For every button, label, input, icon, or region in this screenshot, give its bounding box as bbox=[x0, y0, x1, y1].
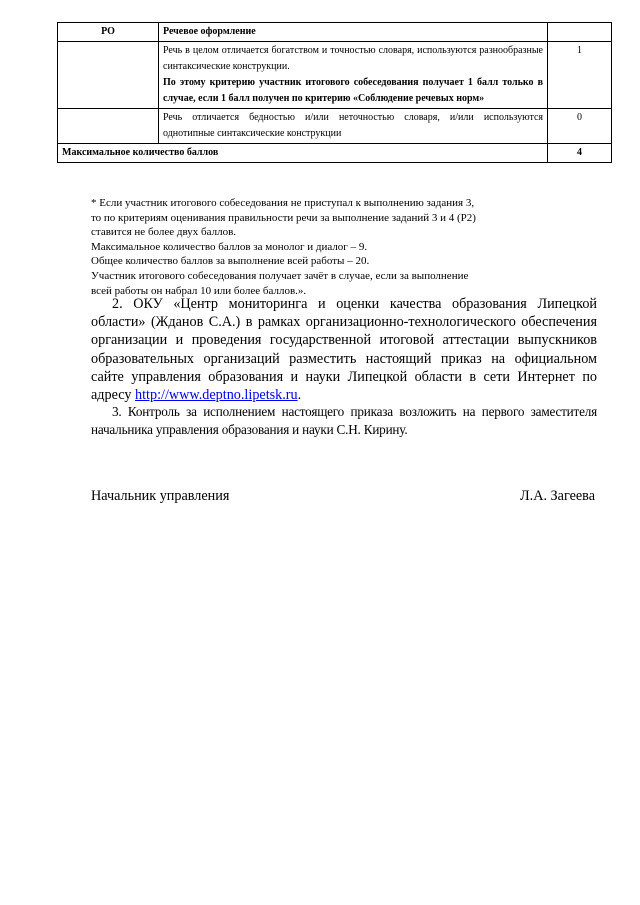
empty-code-cell bbox=[58, 109, 159, 144]
table-row bbox=[58, 109, 612, 144]
footnote-line: всей работы он набрал 10 или более баллов.». bbox=[91, 284, 307, 297]
criterion-description bbox=[159, 109, 548, 144]
footnote-line: Максимальное количество баллов за монолог и диалог – 9. bbox=[91, 240, 368, 253]
total-value: 4 bbox=[548, 144, 612, 163]
criterion-code: РО bbox=[58, 23, 159, 42]
paragraph-2 bbox=[91, 295, 597, 404]
header-score-cell bbox=[548, 23, 612, 42]
paragraph-2-text: 2. ОКУ «Центр мониторинга и оценки качества образования Липецкой области» (Жданов С.А.) в рамках организационно-технологического обеспечения организации и проведения государственной итоговой аттестации выпускников образовательных организаций разместить настоящий приказ на официальном сайте управления образования и науки Липецкой области в сети Интернет по адресу bbox=[91, 296, 597, 404]
criterion-description bbox=[159, 42, 548, 109]
footnote-line: Общее количество баллов за выполнение всей работы – 20. bbox=[91, 255, 370, 268]
footnote-line: * Если участник итогового собеседования не приступал к выполнению задания 3, bbox=[91, 197, 475, 209]
signature-position: Начальник управления bbox=[91, 488, 230, 504]
criteria-table bbox=[57, 22, 612, 163]
paragraph-3-text: 3. Контроль за исполнением настоящего приказа возложить на первого заместителя начальника управления образования и науки С.Н. Кирину. bbox=[91, 404, 597, 438]
table-header-row bbox=[58, 23, 612, 42]
row1-text: Речь в целом отличается богатством и точностью словаря, используются разнообразные синтаксические конструкции. bbox=[163, 45, 543, 72]
row2-score: 0 bbox=[548, 109, 612, 144]
row1-score: 1 bbox=[548, 42, 612, 109]
row1-bold-text: По этому критерию участник итогового собеседования получает 1 балл только в случае, если 1 балл получен по критерию «Соблюдение речевых норм» bbox=[163, 77, 543, 104]
paragraph-3 bbox=[91, 403, 597, 439]
table-total-row bbox=[58, 144, 612, 163]
empty-code-cell bbox=[58, 42, 159, 109]
criterion-title: Речевое оформление bbox=[159, 23, 548, 42]
signature-name: Л.А. Загеева bbox=[520, 488, 595, 504]
footnote-line: ставится не более двух баллов. bbox=[91, 226, 237, 239]
row2-text: Речь отличается бедностью и/или неточностью словаря, и/или используются однотипные синтаксические конструкции bbox=[163, 112, 543, 139]
footnote-line: то по критериям оценивания правильности речи за выполнение заданий 3 и 4 (Р2) bbox=[91, 211, 476, 224]
website-link[interactable]: http://www.deptno.lipetsk.ru bbox=[135, 387, 298, 404]
footnote-line: Участник итогового собеседования получает зачёт в случае, если за выполнение bbox=[91, 269, 469, 282]
table-row bbox=[58, 42, 612, 109]
total-label: Максимальное количество баллов bbox=[58, 144, 548, 163]
paragraph-2-end: . bbox=[297, 387, 302, 404]
footnote-block bbox=[91, 196, 561, 298]
